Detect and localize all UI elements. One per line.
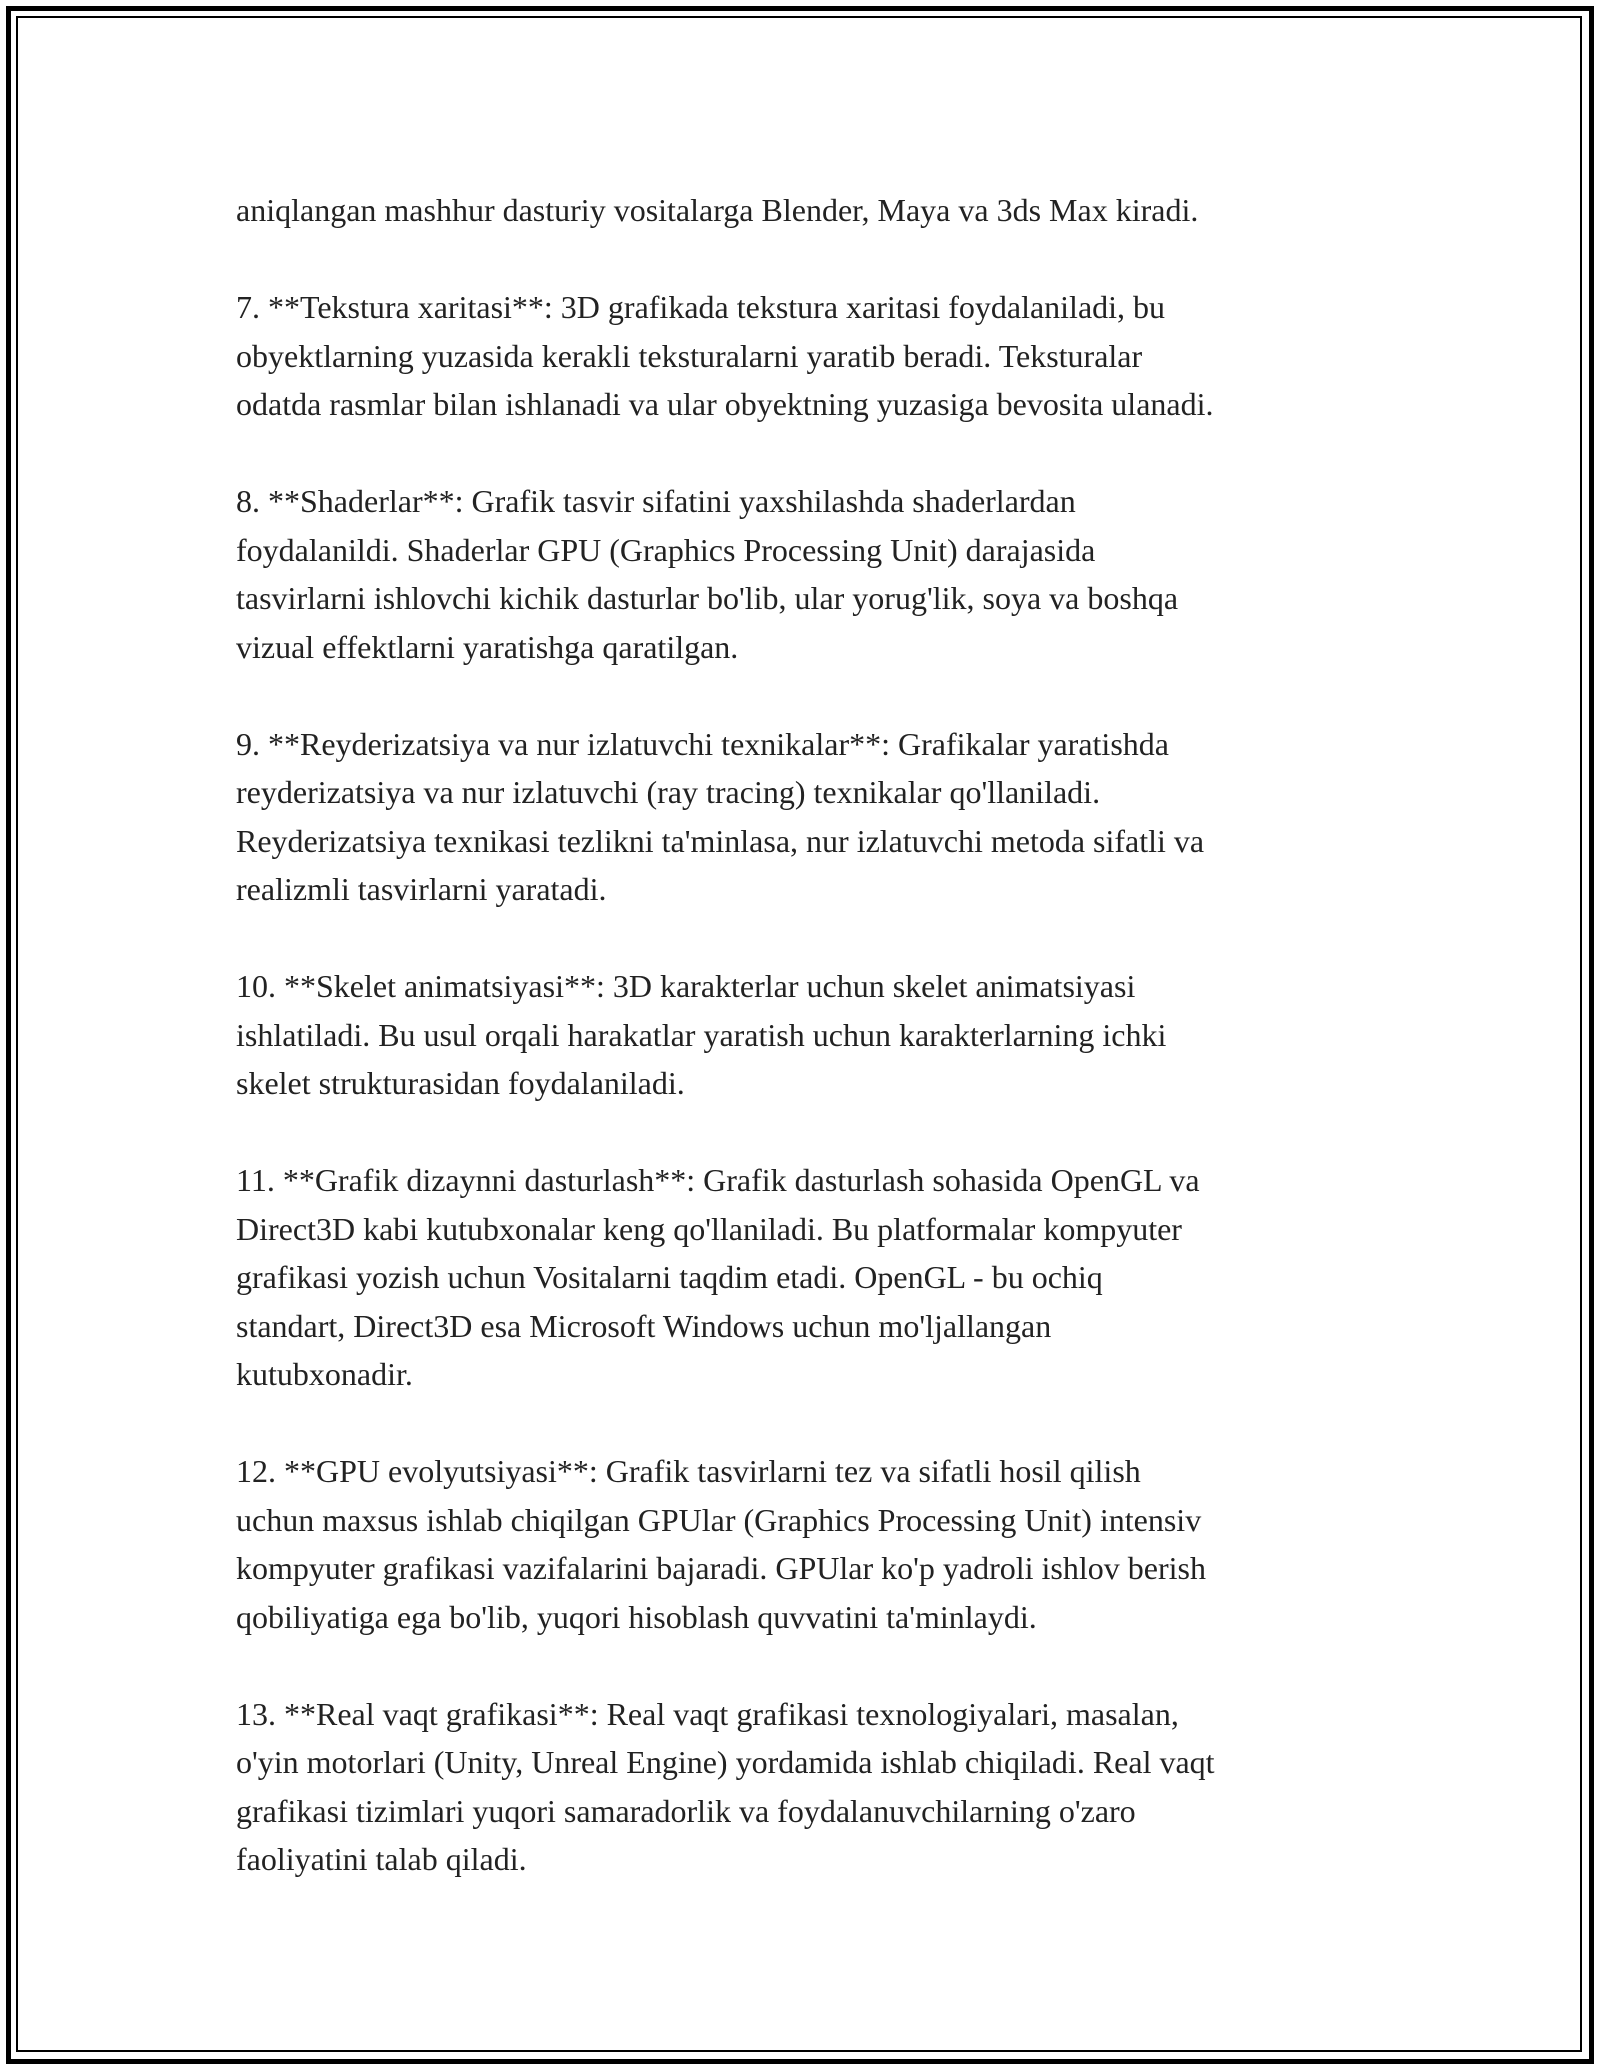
text-line: Direct3D kabi kutubxonalar keng qo'llaniladi. Bu platformalar kompyuter [236,1210,1182,1247]
paragraph-item-7 [236,283,1386,429]
text-line: 11. **Grafik dizaynni dasturlash**: Grafik dasturlash sohasida OpenGL va [236,1162,1200,1198]
text-line: 9. **Reyderizatsiya va nur izlatuvchi texnikalar**: Grafikalar yaratishda [236,725,1169,762]
text-line: 8. **Shaderlar**: Grafik tasvir sifatini yaxshilashda shaderlardan [236,483,1076,519]
text-line: 7. **Tekstura xaritasi**: 3D grafikada tekstura xaritasi foydalaniladi, bu [236,289,1166,325]
text-line: ishlatiladi. Bu usul orqali harakatlar yaratish uchun karakterlarning ichki [236,1016,1167,1053]
text-line: kutubxonadir. [236,1356,413,1392]
paragraph-item-11 [236,1156,1386,1399]
text-line: 12. **GPU evolyutsiyasi**: Grafik tasvirlarni tez va sifatli hosil qilish [236,1453,1141,1489]
text-line: aniqlangan mashhur dasturiy vositalarga Blender, Maya va 3ds Max kiradi. [236,192,1199,228]
text-line: standart, Direct3D esa Microsoft Windows uchun mo'ljallangan [236,1307,1052,1344]
text-line: skelet strukturasidan foydalaniladi. [236,1065,685,1101]
text-line: grafikasi yozish uchun Vositalarni taqdim etadi. OpenGL - bu ochiq [236,1259,1103,1295]
paragraph-intro-tail [236,186,1386,235]
text-line: tasvirlarni ishlovchi kichik dasturlar bo'lib, ular yorug'lik, soya va boshqa [236,580,1179,616]
text-line: grafikasi tizimlari yuqori samaradorlik va foydalanuvchilarning o'zaro [236,1792,1136,1829]
text-line: 13. **Real vaqt grafikasi**: Real vaqt grafikasi texnologiyalari, masalan, [236,1695,1179,1732]
text-line: o'yin motorlari (Unity, Unreal Engine) yordamida ishlab chiqiladi. Real vaqt [236,1744,1215,1780]
text-line: faoliyatini talab qiladi. [236,1841,527,1877]
text-line: odatda rasmlar bilan ishlanadi va ular obyektning yuzasiga bevosita ulanadi. [236,386,1214,422]
text-line: 10. **Skelet animatsiyasi**: 3D karakterlar uchun skelet animatsiyasi [236,968,1136,1004]
text-line: foydalanildi. Shaderlar GPU (Graphics Processing Unit) darajasida [236,531,1096,568]
document-body [236,186,1386,1932]
paragraph-item-9 [236,720,1386,914]
paragraph-item-8 [236,477,1386,671]
paragraph-item-12 [236,1447,1386,1641]
paragraph-item-10 [236,962,1386,1108]
text-line: realizmli tasvirlarni yaratadi. [236,871,607,907]
text-line: reyderizatsiya va nur izlatuvchi (ray tracing) texnikalar qo'llaniladi. [236,774,1101,810]
text-line: qobiliyatiga ega bo'lib, yuqori hisoblash quvvatini ta'minlaydi. [236,1598,1037,1635]
paragraph-item-13 [236,1690,1386,1884]
text-line: Reyderizatsiya texnikasi tezlikni ta'minlasa, nur izlatuvchi metoda sifatli va [236,822,1205,859]
text-line: kompyuter grafikasi vazifalarini bajaradi. GPUlar ko'p yadroli ishlov berish [236,1550,1206,1586]
text-line: vizual effektlarni yaratishga qaratilgan. [236,628,739,665]
text-line: uchun maxsus ishlab chiqilgan GPUlar (Graphics Processing Unit) intensiv [236,1501,1202,1538]
text-line: obyektlarning yuzasida kerakli teksturalarni yaratib beradi. Teksturalar [236,337,1143,374]
